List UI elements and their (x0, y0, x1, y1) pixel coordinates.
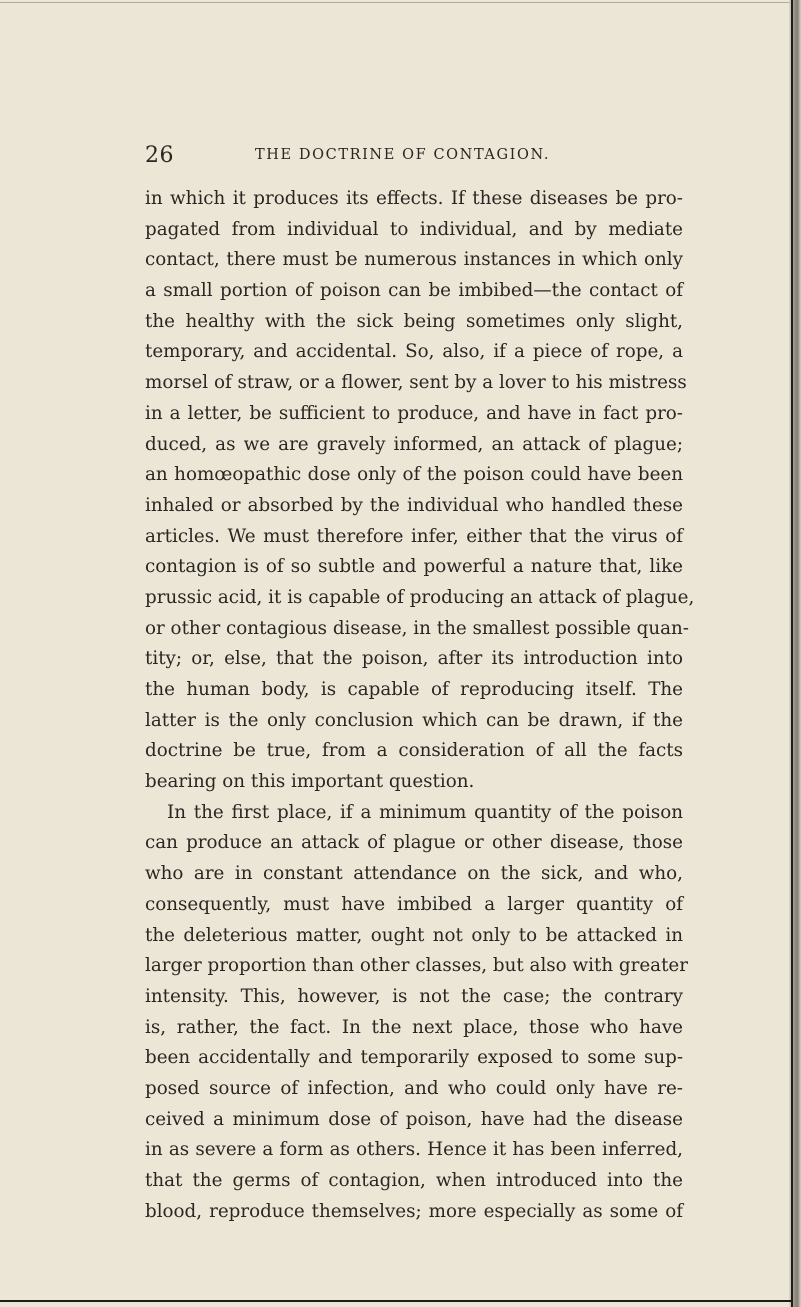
text-line: doctrine be true, from a consideration of all the facts (145, 740, 683, 762)
paragraph-start-line: In the first place, if a minimum quantity of the poison (167, 801, 683, 823)
text-line: in a letter, be sufficient to produce, and have in fact pro- (145, 402, 683, 424)
text-line: the deleterious matter, ought not only to be attacked in (145, 924, 683, 946)
text-line: duced, as we are gravely informed, an attack of plague; (145, 433, 683, 455)
text-line: is, rather, the fact. In the next place, those who have (145, 1016, 683, 1038)
text-line: the human body, is capable of reproducing itself. The (145, 679, 683, 700)
text-line: articles. We must therefore infer, either that the virus of (145, 525, 683, 547)
paragraph-end-line: bearing on this important question. (145, 771, 475, 793)
text-line: latter is the only conclusion which can be drawn, if the (145, 709, 683, 731)
text-line: consequently, must have imbibed a larger quantity of (145, 893, 683, 915)
text-line: posed source of infection, and who could only have re- (145, 1077, 683, 1099)
text-line: a small portion of poison can be imbibed—the contact of (145, 280, 683, 302)
bottom-edge-rule (0, 1300, 792, 1302)
page-number: 26 (145, 143, 174, 168)
text-line: can produce an attack of plague or other disease, those (145, 832, 683, 854)
page-header (145, 145, 685, 169)
running-title: THE DOCTRINE OF CONTAGION. (255, 147, 551, 163)
text-line: who are in constant attendance on the sick, and who, (145, 863, 683, 885)
top-edge-rule (0, 2, 790, 3)
text-line: or other contagious disease, in the smallest possible quan- (145, 617, 689, 639)
text-line: blood, reproduce themselves; more especially as some of (145, 1200, 683, 1222)
text-line: ceived a minimum dose of poison, have had the disease (145, 1108, 683, 1130)
text-line: been accidentally and temporarily exposed to some sup- (145, 1047, 683, 1069)
text-line: contact, there must be numerous instances in which only (145, 249, 683, 271)
body-text (145, 184, 695, 1227)
text-line: in as severe a form as others. Hence it has been inferred, (145, 1139, 683, 1161)
text-line: an homœopathic dose only of the poison could have been (145, 464, 683, 486)
text-line: that the germs of contagion, when introduced into the (145, 1170, 683, 1191)
text-line: temporary, and accidental. So, also, if a piece of rope, a (145, 341, 683, 363)
page-edge-line (791, 0, 793, 1307)
text-line: prussic acid, it is capable of producing an attack of plague, (145, 586, 695, 608)
text-line: the healthy with the sick being sometimes only slight, (145, 310, 683, 332)
text-line: tity; or, else, that the poison, after its introduction into (145, 648, 683, 670)
text-line: inhaled or absorbed by the individual who handled these (145, 494, 683, 516)
text-line: pagated from individual to individual, and by mediate (145, 218, 683, 240)
text-line: in which it produces its effects. If these diseases be pro- (145, 188, 683, 209)
text-line: intensity. This, however, is not the case; the contrary (145, 985, 683, 1007)
text-line: contagion is of so subtle and powerful a nature that, like (145, 556, 683, 578)
text-line: morsel of straw, or a flower, sent by a lover to his mistress (145, 372, 687, 394)
text-line: larger proportion than other classes, but also with greater (145, 955, 688, 977)
